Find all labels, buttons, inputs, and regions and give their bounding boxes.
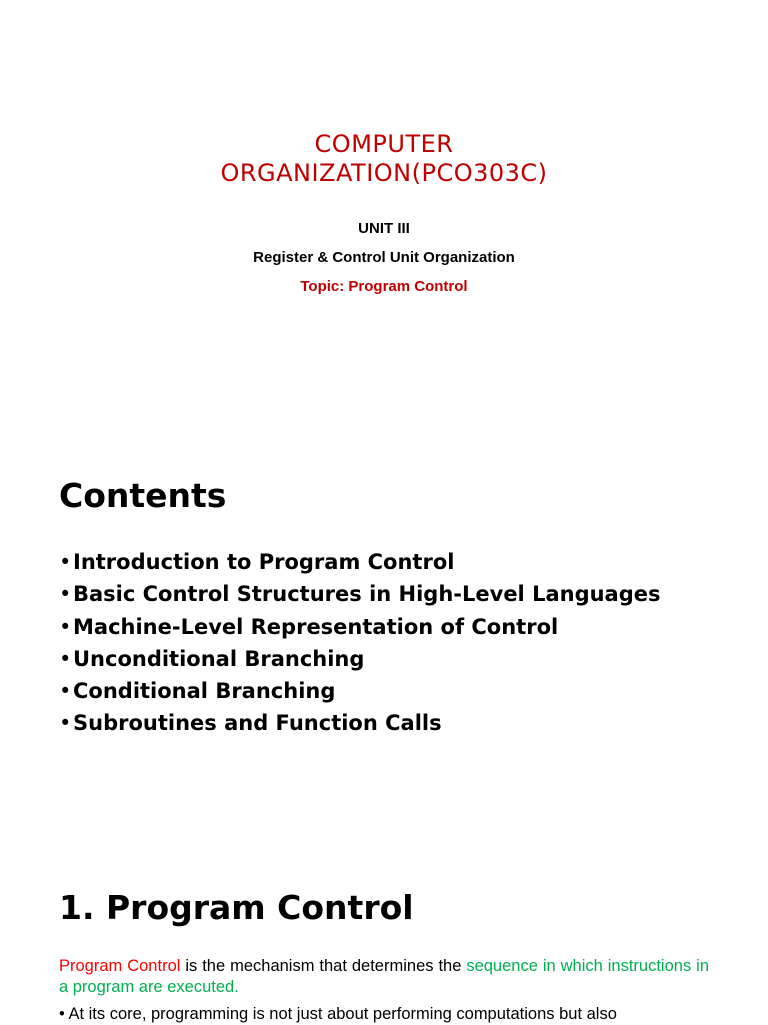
- bullet-marker: •: [59, 550, 72, 574]
- contents-item: [59, 675, 661, 707]
- title-slide: [0, 130, 768, 188]
- course-title-line-1: COMPUTER: [314, 130, 454, 158]
- bullet-marker: •: [59, 646, 72, 671]
- bullet-marker: •: [59, 679, 72, 704]
- contents-item-label: Machine-Level Representation of Control: [73, 614, 559, 639]
- intro-middle-text: is the mechanism that determines the: [180, 957, 467, 975]
- unit-name: Register & Control Unit Organization: [253, 249, 515, 266]
- contents-item-label: Conditional Branching: [73, 679, 336, 704]
- contents-item: [59, 611, 661, 643]
- bullet-marker: •: [59, 614, 72, 639]
- contents-item-label: Subroutines and Function Calls: [73, 711, 442, 736]
- contents-item: [59, 707, 661, 739]
- unit-label: UNIT III: [358, 220, 410, 237]
- contents-item-label: Basic Control Structures in High-Level Languages: [73, 582, 661, 607]
- topic-label: Topic: Program Control: [300, 278, 468, 295]
- contents-item-label: Unconditional Branching: [73, 646, 365, 671]
- course-title: [0, 130, 768, 188]
- course-title-line-2: ORGANIZATION(PCO303C): [220, 159, 548, 187]
- title-slide-subtitles: [0, 217, 768, 304]
- bullet-marker: •: [59, 711, 72, 736]
- bullet-marker: •: [59, 582, 72, 607]
- bullet-marker: •: [59, 1005, 65, 1023]
- core-bullet-paragraph: [59, 1004, 709, 1025]
- contents-item-label: Introduction to Program Control: [73, 550, 455, 574]
- contents-item: [59, 643, 661, 675]
- intro-paragraph: [59, 956, 709, 998]
- intro-green-text: sequence in which instructions in a program are executed.: [59, 957, 709, 996]
- contents-list: [59, 546, 661, 740]
- contents-item: [59, 546, 661, 578]
- core-bullet-text: At its core, programming is not just about performing computations but also: [68, 1005, 617, 1023]
- contents-item: [59, 578, 661, 610]
- intro-term: Program Control: [59, 957, 181, 975]
- contents-heading: Contents: [59, 476, 227, 515]
- section-heading: 1. Program Control: [59, 888, 414, 927]
